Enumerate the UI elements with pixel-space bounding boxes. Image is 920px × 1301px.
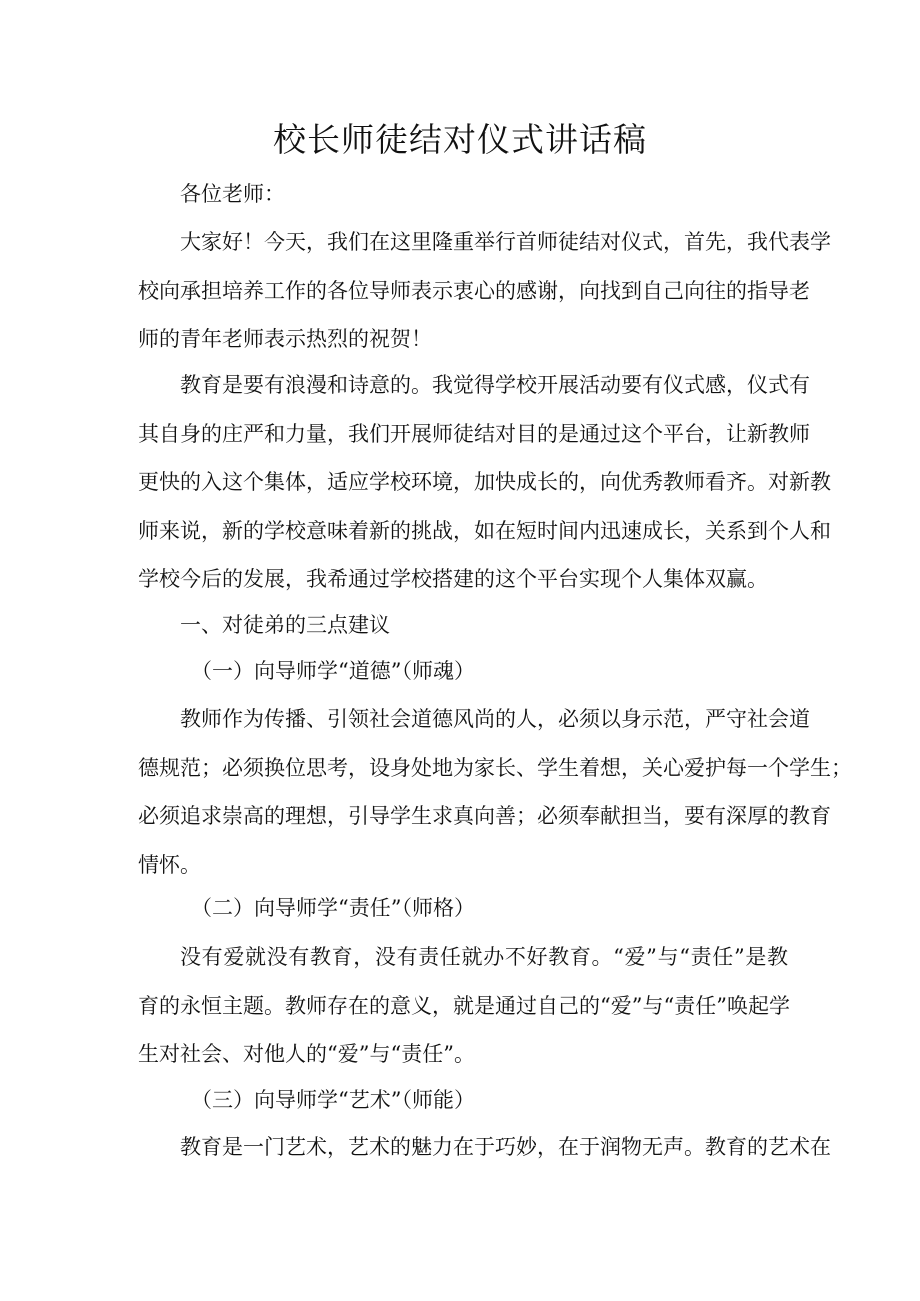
paragraph-ethics (138, 695, 852, 889)
paragraph-line: 教师作为传播、引领社会道德风尚的人，必须以身示范，严守社会道 (180, 707, 810, 731)
paragraph-line: 更快的入这个集体，适应学校环境，加快成长的，向优秀教师看齐。对新教 (138, 470, 831, 494)
paragraph-line: 大家好！今天，我们在这里隆重举行首师徒结对仪式，首先，我代表学 (180, 230, 831, 254)
paragraph-line: 必须追求崇高的理想，引导学生求真向善；必须奉献担当，要有深厚的教育 (138, 804, 831, 828)
salutation-line: 各位老师： (180, 182, 285, 206)
document-title: 校长师徒结对仪式讲话稿 (273, 120, 647, 159)
subheading-line: （三）向导师学“艺术”（师能） (191, 1088, 475, 1112)
paragraph-line: 生对社会、对他人的“爱”与“责任”。 (138, 1042, 475, 1066)
paragraph-line: 师来说，新的学校意味着新的挑战，如在短时间内迅速成长，关系到个人和 (138, 518, 831, 543)
paragraph-line: 育的永恒主题。教师存在的意义，就是通过自己的“爱”与“责任”唤起学 (138, 993, 790, 1018)
subheading-line: （一）向导师学“道德”（师魂） (191, 659, 475, 683)
paragraph-art (138, 1123, 831, 1172)
subheading-line: （二）向导师学“责任”（师格） (191, 896, 475, 920)
subheading-3 (138, 1076, 788, 1125)
section-heading-one (138, 601, 788, 650)
paragraph-education (138, 361, 831, 604)
paragraph-line: 情怀。 (138, 852, 201, 877)
subheading-2 (138, 884, 788, 933)
paragraph-line: 教育是要有浪漫和诗意的。我觉得学校开展活动要有仪式感，仪式有 (180, 373, 810, 397)
paragraph-line: 学校今后的发展，我希通过学校搭建的这个平台实现个人集体双赢。 (138, 567, 768, 591)
section-heading-line: 一、对徒弟的三点建议 (180, 613, 390, 637)
paragraph-line: 校向承担培养工作的各位导师表示衷心的感谢，向找到自己向往的指导老 (138, 278, 810, 303)
paragraph-line: 教育是一门艺术，艺术的魅力在于巧妙，在于润物无声。教育的艺术在 (180, 1135, 831, 1159)
paragraph-responsibility (138, 933, 788, 1079)
paragraph-line: 师的青年老师表示热烈的祝贺！ (138, 327, 432, 351)
subheading-1 (138, 647, 788, 696)
paragraph-line: 没有爱就没有教育，没有责任就办不好教育。“爱”与“责任”是教 (180, 945, 788, 969)
paragraph-line: 德规范；必须换位思考，设身处地为家长、学生着想，关心爱护每一个学生； (138, 755, 852, 780)
paragraph-line: 其自身的庄严和力量，我们开展师徒结对目的是通过这个平台，让新教师 (138, 421, 810, 446)
paragraph-greeting (138, 218, 831, 364)
salutation (138, 170, 788, 219)
